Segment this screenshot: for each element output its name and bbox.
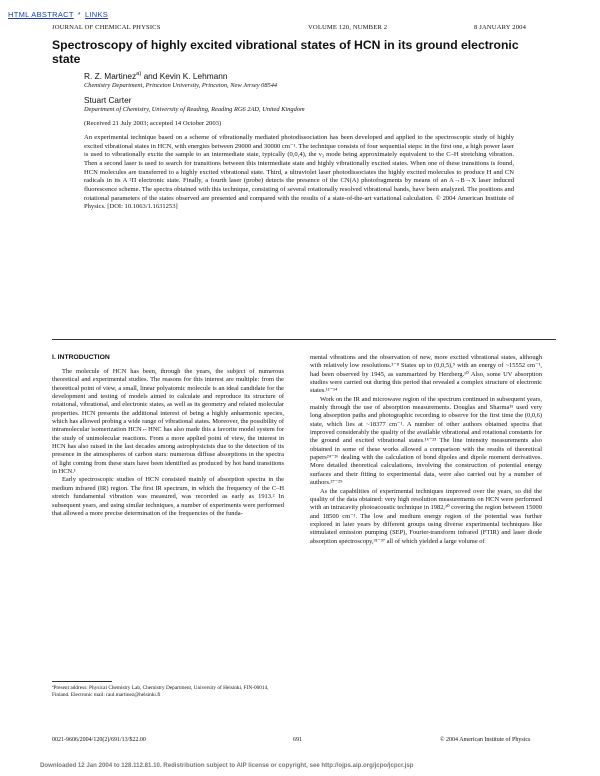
- top-links: [8, 4, 108, 22]
- paper-title: Spectroscopy of highly excited vibrational states of HCN in its ground electronic state: [52, 38, 519, 66]
- right-column: [310, 354, 542, 546]
- abstract-divider: [52, 339, 556, 340]
- footnote-rule: [52, 681, 112, 682]
- author-name: R. Z. Martinez: [84, 71, 137, 81]
- footer-code: 0021-9606/2004/120(2)/691/13/$22.00: [52, 737, 146, 743]
- link-separator: *: [77, 10, 81, 19]
- paragraph: mental vibrations and the observation of new, more excited vibrational states, although with relatively low resolutions.³⁻⁸ States up to (0,0,5),⁹ with an energy of ~15552 cm⁻¹, had been observed by 1945, as summarized by Herzberg.¹⁰ Also, some UV absorption studies were carried out during this period that revealed a complex structure of electronic states.¹¹⁻¹⁴: [310, 354, 542, 395]
- affiliation-1: Chemistry Department, Princeton University, Princeton, New Jersey 08544: [84, 82, 278, 89]
- section-heading: I. INTRODUCTION: [52, 354, 110, 361]
- footnote: ªPresent address: Physical Chemistry Lab, Chemistry Department, University of Helsinki, FIN-00014, Finland. Electronic mail: raul.martinez@helsinki.fi: [52, 685, 269, 698]
- paragraph: The molecule of HCN has been, through the years, the subject of numerous theoretical and experimental studies. The reasons for this interest are multiple: from the theoretical point of view, a small, linear polyatomic molecule is an ideal candidate for the development and testing of models aimed to calculate and reproduce its structure of rotational, vibrational, and electronic states, as well as its geometry and related molecular properties. HCN presents the additional interest of being a highly anharmonic species, which has allowed probing a wide range of vibrational states. Moreover, the possibility of intramolecular isomerization HCN↔HNC has also made this a favorite model system for the study of unimolecular reactions. From a more applied point of view, the interest in HCN has also raised in the last decades among astrophysicists due to the detection of its presence in the atmospheres of carbon stars: numerous diffuse absorptions in the spectra of light coming from these stars have been identified as produced by hot band transitions in HCN.¹: [52, 368, 284, 476]
- authors-group-2: Stuart Carter: [84, 95, 132, 105]
- received-dates: (Received 21 July 2003; accepted 14 October 2003): [84, 120, 222, 127]
- abstract: An experimental technique based on a scheme of vibrationally mediated photodissociation has been developed and applied to the spectroscopic study of highly excited vibrational states in HCN, with energies between 29000 and 30000 cm⁻¹. The technique consists of four sequential steps: in the first one, a high power laser is used to vibrationally excite the sample to an intermediate state, typically (0,0,4), the ν₃ mode being approximately equivalent to the C–H stretching vibration. Then a second laser is used to search for transitions between this intermediate state and highly vibrationally excited states. When one of these transitions is found, HCN molecules are transferred to a highly excited vibrational state. Third, a ultraviolet laser photodissociates the highly excited molecules to produce H and CN radicals in its A ²Π electronic state. Finally, a fourth laser (probe) detects the presence of the CN(A) photofragments by means of an A→B→X laser induced fluorescence scheme. The spectra obtained with this technique, consisting of several rotationally resolved vibrational bands, have been analyzed. The positions and rotational parameters of the states observed are presented and compared with the results of a state-of-the-art variational calculation. © 2004 American Institute of Physics. [DOI: 10.1063/1.1631253]: [84, 134, 514, 211]
- authors-group-1: [84, 71, 228, 81]
- author-names-rest: and Kevin K. Lehmann: [141, 71, 228, 81]
- journal-name: JOURNAL OF CHEMICAL PHYSICS: [52, 24, 161, 31]
- html-abstract-link[interactable]: HTML ABSTRACT: [8, 10, 74, 19]
- left-column: [52, 368, 284, 518]
- download-notice: Downloaded 12 Jan 2004 to 128.112.81.10. Redistribution subject to AIP license or copyright, see http://ojps.aip.org/jcpo/jcpcr.jsp: [40, 762, 414, 769]
- affiliation-2: Department of Chemistry, University of Reading, Reading RG6 2AD, United Kingdom: [84, 106, 305, 113]
- paragraph: As the capabilities of experimental techniques improved over the years, so did the quality of the data obtained: very high resolution measurements on HCN were performed with an intracavity photoacoustic technique in 1982,³⁰ covering the region between 15000 and 18500 cm⁻¹. The low and medium energy region of the potential was further explored in later years by different groups using diverse experimental techniques like stimulated emission pumping (SEP), Fourier-transform infrared (FTIR) and laser diode absorption spectroscopy,³¹⁻³⁷ all of which yielded a large volume of: [310, 487, 542, 545]
- journal-date: 8 JANUARY 2004: [474, 24, 527, 31]
- footer-copyright: © 2004 American Institute of Physics: [440, 737, 531, 743]
- links-link[interactable]: LINKS: [84, 10, 109, 19]
- paragraph: Early spectroscopic studies of HCN consisted mainly of absorption spectra in the medium infrared (IR) region. The first IR spectrum, in which the frequency of the C–H stretch fundamental vibration was measured, was recorded as early as 1913.² In subsequent years, and using similar techniques, a number of experiments were performed that allowed a more precise determination of the frequencies of the funda-: [52, 476, 284, 517]
- paragraph: Work on the IR and microwave region of the spectrum continued in subsequent years, mainly through the use of absorption measurements. Douglas and Sharma¹⁵ used very long absorption paths and photographic recording to observe for the first time the (0,0,6) state, which lies at ~18377 cm⁻¹. A number of other authors obtained spectra that improved considerably the quality of the available vibrational and rotational constants for the ground and excited vibrational states.¹⁶⁻²³ The line intensity measurements also obtained in some of these works allowed a comparison with the results of theoretical papers²⁴⁻²⁶ dealing with the calculation of bond dipoles and dipole moment derivatives. More detailed theoretical calculations, involving the construction of potential energy surfaces and their fitting to experimental data, were also carried out by a number of authors.²⁷⁻²⁹: [310, 395, 542, 487]
- page-number: 691: [293, 737, 302, 743]
- author-footnote-mark: a): [136, 71, 142, 78]
- journal-volume: VOLUME 120, NUMBER 2: [308, 24, 388, 31]
